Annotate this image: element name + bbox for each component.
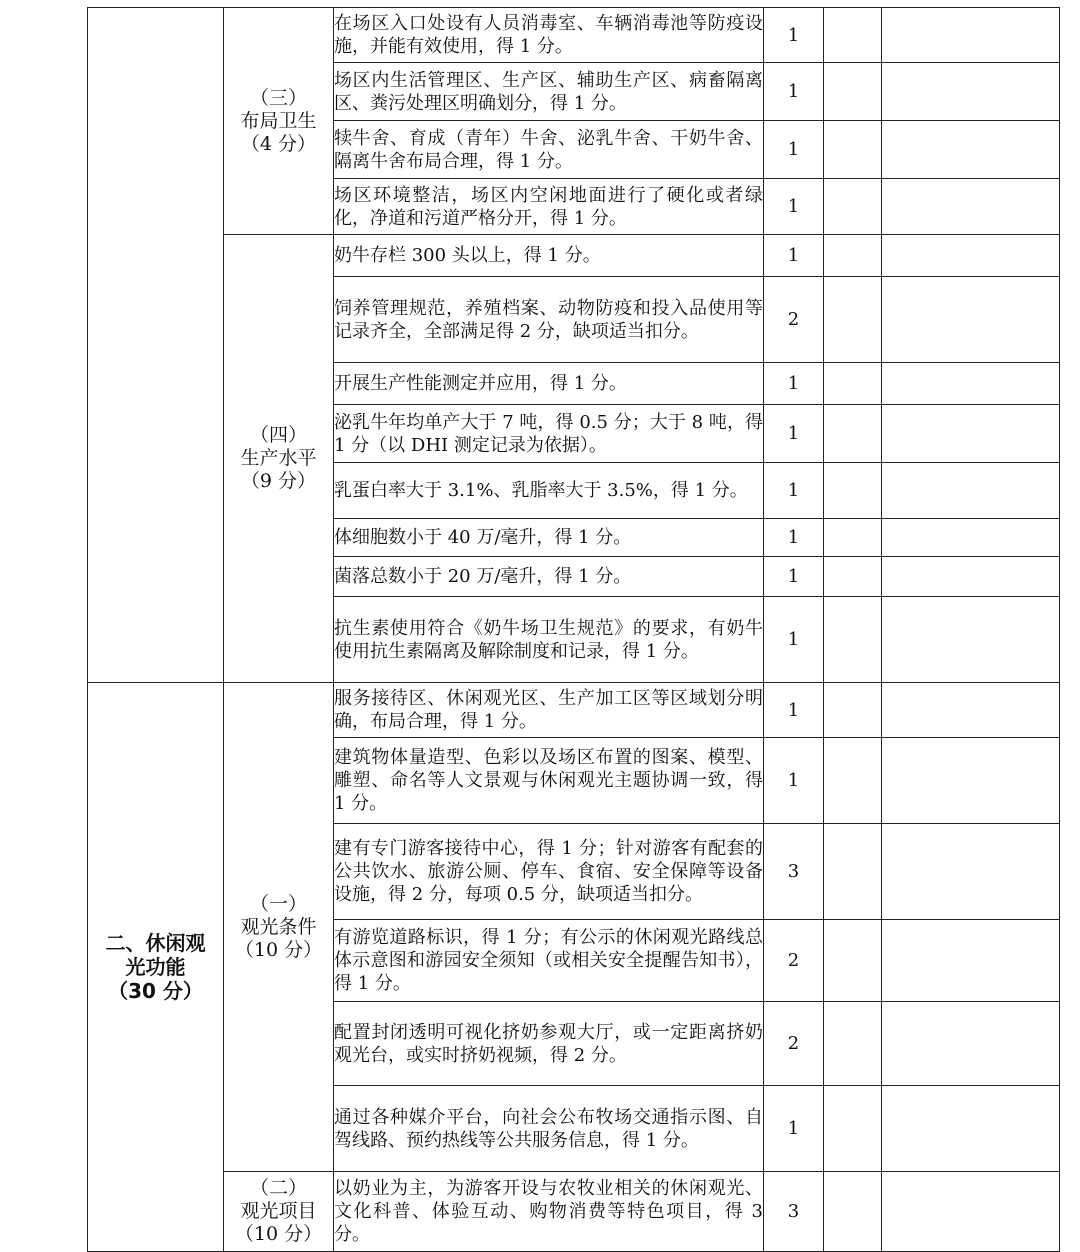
points-cell: 1 <box>764 519 824 557</box>
criterion-text: 开展生产性能测定并应用，得 1 分。 <box>334 363 764 405</box>
blank-cell <box>882 738 1060 824</box>
points-cell: 1 <box>764 597 824 683</box>
blank-cell <box>824 920 882 1002</box>
blank-cell <box>824 1002 882 1086</box>
blank-cell <box>824 738 882 824</box>
blank-cell <box>882 405 1060 463</box>
points-cell: 3 <box>764 824 824 920</box>
blank-cell <box>824 277 882 363</box>
category-cell-continued <box>88 8 224 683</box>
blank-cell <box>882 557 1060 597</box>
criterion-text: 乳蛋白率大于 3.1%、乳脂率大于 3.5%，得 1 分。 <box>334 463 764 519</box>
points-cell: 2 <box>764 277 824 363</box>
points-cell: 1 <box>764 121 824 179</box>
blank-cell <box>882 363 1060 405</box>
table-row <box>88 235 1060 277</box>
blank-cell <box>824 597 882 683</box>
subcategory-cell: （一） 观光条件 （10 分） <box>224 683 334 1172</box>
blank-cell <box>882 683 1060 738</box>
blank-cell <box>882 235 1060 277</box>
blank-cell <box>882 277 1060 363</box>
blank-cell <box>882 1086 1060 1172</box>
blank-cell <box>824 1086 882 1172</box>
blank-cell <box>824 121 882 179</box>
blank-cell <box>882 121 1060 179</box>
points-cell: 1 <box>764 683 824 738</box>
blank-cell <box>824 557 882 597</box>
blank-cell <box>882 8 1060 63</box>
points-cell: 1 <box>764 405 824 463</box>
criterion-text: 在场区入口处设有人员消毒室、车辆消毒池等防疫设施，并能有效使用，得 1 分。 <box>334 8 764 63</box>
blank-cell <box>824 405 882 463</box>
blank-cell <box>824 1172 882 1252</box>
blank-cell <box>824 363 882 405</box>
criterion-text: 场区环境整洁，场区内空闲地面进行了硬化或者绿化，净道和污道严格分开，得 1 分。 <box>334 179 764 235</box>
scoring-table <box>87 7 1060 1252</box>
criterion-text: 犊牛舍、育成（青年）牛舍、泌乳牛舍、干奶牛舍、隔离牛舍布局合理，得 1 分。 <box>334 121 764 179</box>
criterion-text: 抗生素使用符合《奶牛场卫生规范》的要求，有奶牛使用抗生素隔离及解除制度和记录，得 1 分。 <box>334 597 764 683</box>
criterion-text: 泌乳牛年均单产大于 7 吨，得 0.5 分；大于 8 吨，得 1 分（以 DHI 测定记录为依据）。 <box>334 405 764 463</box>
blank-cell <box>882 824 1060 920</box>
criterion-text: 奶牛存栏 300 头以上，得 1 分。 <box>334 235 764 277</box>
subcategory-cell: （四） 生产水平 （9 分） <box>224 235 334 683</box>
points-cell: 1 <box>764 8 824 63</box>
points-cell: 1 <box>764 63 824 121</box>
points-cell: 1 <box>764 235 824 277</box>
criterion-text: 体细胞数小于 40 万/毫升，得 1 分。 <box>334 519 764 557</box>
points-cell: 1 <box>764 179 824 235</box>
points-cell: 3 <box>764 1172 824 1252</box>
blank-cell <box>882 1172 1060 1252</box>
table-row <box>88 683 1060 738</box>
criterion-text: 以奶业为主，为游客开设与农牧业相关的休闲观光、文化科普、体验互动、购物消费等特色项目，得 3 分。 <box>334 1172 764 1252</box>
subcategory-cell: （二） 观光项目 （10 分） <box>224 1172 334 1252</box>
blank-cell <box>824 179 882 235</box>
criterion-text: 菌落总数小于 20 万/毫升，得 1 分。 <box>334 557 764 597</box>
criterion-text: 建筑物体量造型、色彩以及场区布置的图案、模型、雕塑、命名等人文景观与休闲观光主题协调一致，得 1 分。 <box>334 738 764 824</box>
category-cell: 二、休闲观 光功能 （30 分） <box>88 683 224 1252</box>
blank-cell <box>824 824 882 920</box>
blank-cell <box>824 235 882 277</box>
blank-cell <box>882 463 1060 519</box>
criterion-text: 服务接待区、休闲观光区、生产加工区等区域划分明确，布局合理，得 1 分。 <box>334 683 764 738</box>
blank-cell <box>882 519 1060 557</box>
points-cell: 2 <box>764 920 824 1002</box>
blank-cell <box>882 1002 1060 1086</box>
blank-cell <box>882 179 1060 235</box>
criterion-text: 有游览道路标识，得 1 分；有公示的休闲观光路线总体示意图和游园安全须知（或相关安全提醒告知书），得 1 分。 <box>334 920 764 1002</box>
blank-cell <box>824 463 882 519</box>
points-cell: 1 <box>764 557 824 597</box>
points-cell: 2 <box>764 1002 824 1086</box>
criterion-text: 饲养管理规范，养殖档案、动物防疫和投入品使用等记录齐全，全部满足得 2 分，缺项适当扣分。 <box>334 277 764 363</box>
blank-cell <box>824 63 882 121</box>
criterion-text: 通过各种媒介平台，向社会公布牧场交通指示图、自驾线路、预约热线等公共服务信息，得 1 分。 <box>334 1086 764 1172</box>
criterion-text: 配置封闭透明可视化挤奶参观大厅，或一定距离挤奶观光台，或实时挤奶视频，得 2 分。 <box>334 1002 764 1086</box>
points-cell: 1 <box>764 363 824 405</box>
blank-cell <box>824 8 882 63</box>
table-row <box>88 8 1060 63</box>
blank-cell <box>882 597 1060 683</box>
blank-cell <box>882 63 1060 121</box>
blank-cell <box>824 519 882 557</box>
table-row <box>88 1172 1060 1252</box>
criterion-text: 建有专门游客接待中心，得 1 分；针对游客有配套的公共饮水、旅游公厕、停车、食宿、安全保障等设备设施，得 2 分，每项 0.5 分，缺项适当扣分。 <box>334 824 764 920</box>
criterion-text: 场区内生活管理区、生产区、辅助生产区、病畜隔离区、粪污处理区明确划分，得 1 分。 <box>334 63 764 121</box>
points-cell: 1 <box>764 463 824 519</box>
points-cell: 1 <box>764 1086 824 1172</box>
subcategory-cell: （三） 布局卫生 （4 分） <box>224 8 334 235</box>
points-cell: 1 <box>764 738 824 824</box>
blank-cell <box>882 920 1060 1002</box>
blank-cell <box>824 683 882 738</box>
